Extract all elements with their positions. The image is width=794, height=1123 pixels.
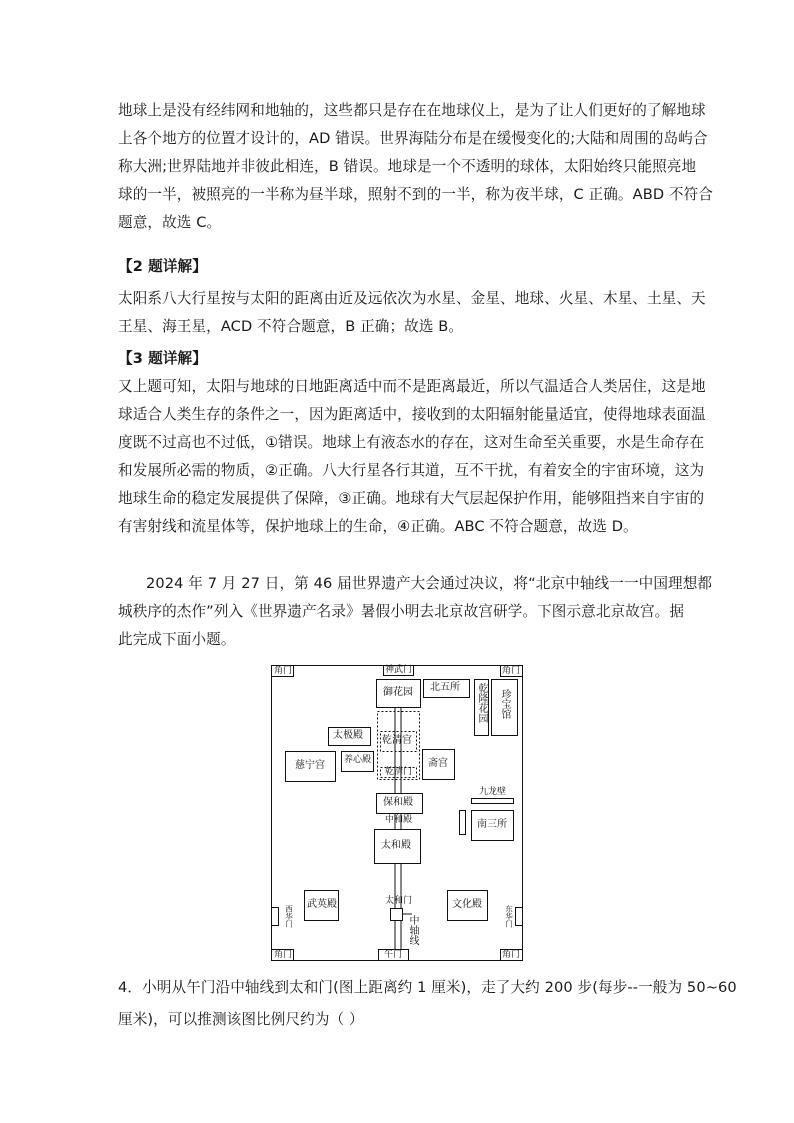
answer-paragraph-1 bbox=[118, 97, 713, 237]
nansansuo-label: 南三所 bbox=[477, 819, 507, 830]
text-line: 球适合人类生存的条件之一，因为距离适中，接收到的太阳辐射能量适宜，使得地球表面温 bbox=[118, 406, 706, 423]
material-paragraph bbox=[118, 570, 713, 654]
corner-gate-bottom-right: 角门 bbox=[502, 950, 521, 960]
taiji-label: 太极殿 bbox=[333, 730, 363, 741]
text-line: 有害射线和流星体等，保护地球上的生命，④正确。ABC 不符合题意，故选 D。 bbox=[118, 518, 638, 535]
text-line: 4．小明从午门沿中轴线到太和门(图上距离约 1 厘米)，走了大约 200 步(每步--一般为 50~60 bbox=[118, 979, 737, 996]
beiwusuo-label: 北五所 bbox=[430, 682, 460, 693]
wumen-label: 午门 bbox=[384, 950, 403, 960]
text-line: 又上题可知，太阳与地球的日地距离适中而不是距离最近，所以气温适合人类居住，这是地 bbox=[118, 378, 706, 395]
question-4 bbox=[118, 974, 737, 1034]
taihemen-label: 太和门 bbox=[385, 896, 413, 906]
forbidden-city-map bbox=[271, 665, 523, 961]
wuying-label: 武英殿 bbox=[307, 899, 337, 910]
text-line: 球的一半，被照亮的一半称为昼半球，照射不到的一半，称为夜半球，C 正确。ABD 不符合 bbox=[118, 186, 713, 203]
text-line: 度既不过高也不过低，①错误。地球上有液态水的存在，这对生命至关重要，水是生命存在 bbox=[118, 434, 705, 451]
yangxin-label: 养心殿 bbox=[344, 755, 372, 765]
qianlong-garden-label: 乾隆花园 bbox=[476, 683, 487, 723]
corner-gate-top-right: 角门 bbox=[502, 666, 521, 676]
text-line: 地球上是没有经纬网和地轴的，这些都只是存在在地球仪上，是为了让人们更好的了解地球 bbox=[118, 102, 706, 119]
text-line: 王星、海王星，ACD 不符合题意，B 正确；故选 B。 bbox=[118, 318, 464, 335]
jiulongbi-label: 九龙壁 bbox=[479, 787, 507, 797]
cining-label: 慈宁宫 bbox=[295, 760, 325, 771]
text-line: 太阳系八大行星按与太阳的距离由近及远依次为水星、金星、地球、火星、木星、土星、天 bbox=[118, 290, 706, 307]
zhonghe-label: 中和殿 bbox=[385, 815, 413, 825]
text-line: 城秩序的杰作”列入《世界遗产名录》暑假小明去北京故宫研学。下图示意北京故宫。据 bbox=[118, 603, 685, 620]
question-2-heading: 【2 题详解】 bbox=[118, 258, 207, 275]
text-line: 地球生命的稳定发展提供了保障，③正确。地球有大气层起保护作用，能够阻挡来自宇宙的 bbox=[118, 490, 705, 507]
text-line: 题意，故选 C。 bbox=[118, 214, 222, 231]
answer-paragraph-2 bbox=[118, 285, 706, 341]
wenhua-label: 文化殿 bbox=[452, 899, 482, 910]
qianqing-label: 乾清宫 bbox=[382, 735, 412, 746]
taihe-label: 太和殿 bbox=[381, 840, 411, 851]
qianqingmen-label: 乾清门 bbox=[385, 767, 413, 777]
question-3-heading: 【3 题详解】 bbox=[118, 350, 207, 367]
yuhuayuan-label: 御花园 bbox=[383, 687, 413, 698]
zhai-label: 斋宫 bbox=[428, 758, 448, 769]
zhenbao-label: 珍宝馆 bbox=[499, 689, 510, 719]
question-3-heading-block bbox=[118, 345, 688, 373]
text-line: 称大洲;世界陆地并非彼此相连，B 错误。地球是一个不透明的球体，太阳始终只能照亮地 bbox=[118, 158, 697, 175]
question-2-heading-block bbox=[118, 253, 688, 281]
corner-gate-bottom-left: 角门 bbox=[274, 950, 293, 960]
text-line: 和发展所必需的物质，②正确。八大行星各行其道，互不干扰，有着安全的宇宙环境，这为 bbox=[118, 462, 705, 479]
donghuamen-label: 东华门 bbox=[504, 905, 514, 928]
baohe-label: 保和殿 bbox=[383, 797, 413, 808]
text-line: 厘米)，可以推测该图比例尺约为（ ） bbox=[118, 1011, 364, 1028]
text-line: 2024 年 7 月 27 日，第 46 届世界遗产大会通过决议，将“北京中轴线一一中国理想都 bbox=[146, 575, 713, 592]
xihuamen-label: 西华门 bbox=[284, 905, 294, 928]
text-line: 上各个地方的位置才设计的，AD 错误。世界海陆分布是在缓慢变化的;大陆和周围的岛屿合 bbox=[118, 130, 708, 147]
central-axis-label: 中轴线 bbox=[407, 915, 418, 945]
corner-gate-top-left: 角门 bbox=[274, 666, 293, 676]
text-line: 此完成下面小题。 bbox=[118, 631, 236, 648]
shenwumen-label: 神武门 bbox=[385, 665, 413, 675]
answer-paragraph-3 bbox=[118, 373, 706, 541]
